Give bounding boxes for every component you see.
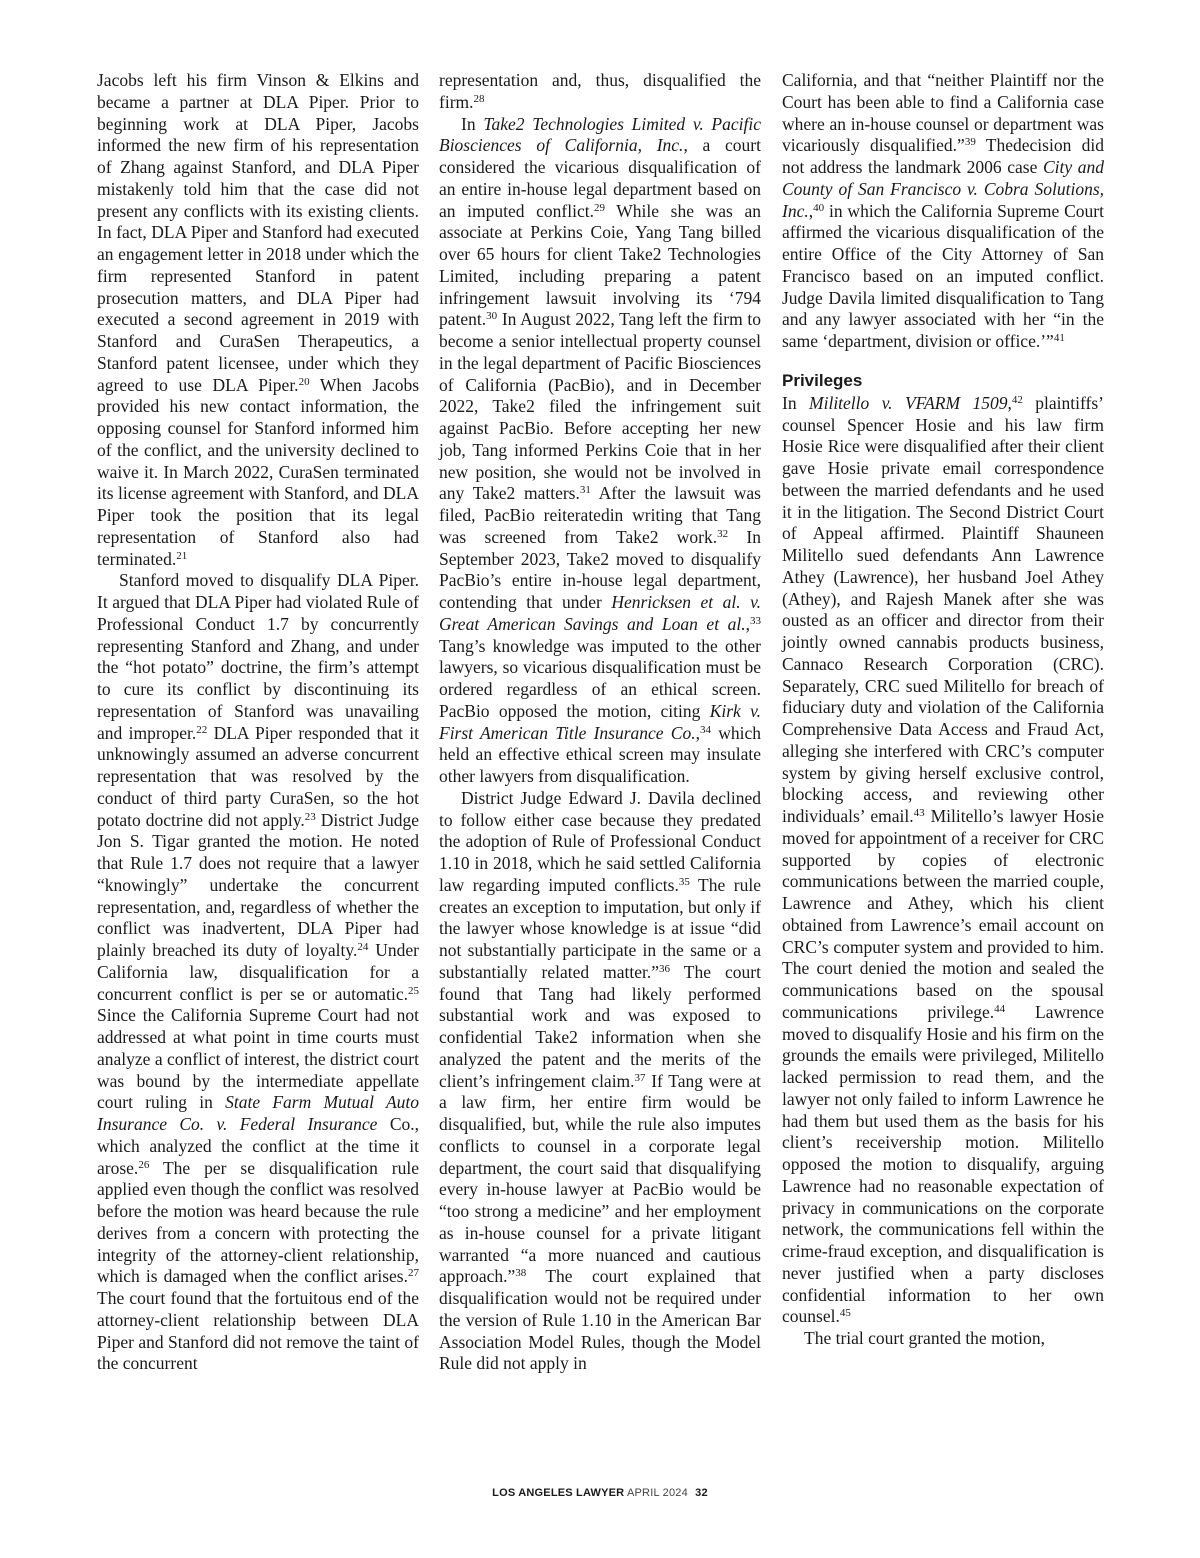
- body-paragraph: Jacobs left his firm Vinson & Elkins and became a partner at DLA Piper. Prior to beginning work at DLA Piper, Jacobs informed the new firm of his representation of Zhang against Stanford, and DLA Piper mistakenly told him that the case did not present any conflicts with its existing clients. In fact, DLA Piper and Stanford had executed an engagement letter in 2018 under which the firm represented Stanford in patent prosecution matters, and DLA Piper had executed a second agreement in 2019 with Stanford and CuraSen Therapeutics, a Stanford patent licensee, under which they agreed to use DLA Piper.$^{20}$ When Jacobs provided his new contact information, the opposing counsel for Stanford informed him of the conflict, and the university declined to waive it. In March 2022, CuraSen terminated its license agreement with Stanford, and DLA Piper took the position that its legal representation of Stanford also had terminated.$^{21}$: [97, 70, 420, 569]
- column-2: [439, 70, 761, 1375]
- page-footer: [0, 1487, 1200, 1499]
- issue-date: APRIL 2024: [626, 1487, 688, 1499]
- body-paragraph: In Take2 Technologies Limited v. Pacific Biosciences of California, Inc., a court considered the vicarious disqualification of an entire in-house legal department based on an imputed conflict.$^{29}$ While she was an associate at Perkins Coie, Yang Tang billed over 65 hours for client Take2 Technologies Limited, including preparing a patent infringement lawsuit involving its ‘794 patent.$^{30}$ In August 2022, Tang left the firm to become a senior intellectual property counsel in the legal department of Pacific Biosciences of California (PacBio), and in December 2022, Take2 filed the infringement suit against PacBio. Before accepting her new job, Tang informed Perkins Coie that in her new position, she would not be involved in any Take2 matters.$^{31}$ After the lawsuit was filed, PacBio reiteratedin writing that Tang was screened from Take2 work.$^{32}$ In September 2023, Take2 moved to disqualify PacBio’s entire in-house legal department, contending that under Henricksen et al. v. Great American Savings and Loan et al.,$^{33}$ Tang’s knowledge was imputed to the other lawyers, so vicarious disqualification must be ordered regardless of an ethical screen. PacBio opposed the motion, citing Kirk v. First American Title Insurance Co.,$^{34}$ which held an effective ethical screen may insulate other lawyers from disqualification.: [439, 113, 762, 786]
- column-3: [782, 70, 1104, 1350]
- column-1: [97, 70, 419, 1375]
- magazine-name: LOS ANGELES LAWYER: [492, 1487, 625, 1499]
- body-paragraph: Stanford moved to disqualify DLA Piper. It argued that DLA Piper had violated Rule of Professional Conduct 1.7 by concurrently representing Stanford and Zhang, and under the “hot potato” doctrine, the firm’s attempt to cure its conflict by discontinuing its representation of Stanford was unavailing and improper.$^{22}$ DLA Piper responded that it unknowingly assumed an adverse concurrent representation that was resolved by the conduct of third party CuraSen, so the hot potato doctrine did not apply.$^{23}$ District Judge Jon S. Tigar granted the motion. He noted that Rule 1.7 does not require that a lawyer “knowingly” undertake the concurrent representation, and, regardless of whether the conflict was inadvertent, DLA Piper had plainly breached its duty of loyalty.$^{24}$ Under California law, disqualification for a concurrent conflict is per se or automatic.$^{25}$ Since the California Supreme Court had not addressed at what point in time courts must analyze a conflict of interest, the district court was bound by the intermediate appellate court ruling in State Farm Mutual Auto Insurance Co. v. Federal Insurance Co., which analyzed the conflict at the time it arose.$^{26}$ The per se disqualification rule applied even though the conflict was resolved before the motion was heard because the rule derives from a concern with protecting the integrity of the attorney-client relationship, which is damaged when the conflict arises.$^{27}$ The court found that the fortuitous end of the attorney-client relationship between DLA Piper and Stanford did not remove the taint of the concurrent: [97, 570, 420, 1374]
- body-paragraph: In Militello v. VFARM 1509,42 plaintiffs’ counsel Spencer Hosie and his law firm Hosie Rice were disqualified after their client gave Hosie private email correspondence between the married defendants and he used it in the litigation. The Second District Court of Appeal affirmed. Plaintiff Shauneen Militello sued defendants Ann Lawrence Athey (Lawrence), her husband Joel Athey (Athey), and Rajesh Manek after she was ousted as an officer and director from their jointly owned cannabis products business, Cannaco Research Corporation (CRC). Separately, CRC sued Militello for breach of fiduciary duty and violation of the California Comprehensive Data Access and Fraud Act, alleging she interfered with CRC’s computer system by giving herself exclusive control, blocking access, and reviewing other individuals’ email.$^{43}$ Militello’s lawyer Hosie moved for appointment of a receiver for CRC supported by copies of electronic communications between the married couple, Lawrence and Athey, which his client obtained from Lawrence’s email account on CRC’s computer system and provided to him. The court denied the motion and sealed the communications based on the spousal communications privilege.$^{44}$ Lawrence moved to disqualify Hosie and his firm on the grounds the emails were privileged, Militello lacked permission to read them, and the lawyer not only failed to inform Lawrence he had them but used them as the basis for his client’s receivership motion. Militello opposed the motion to disqualify, arguing Lawrence had no reasonable expectation of privacy in communications on the corporate network, the communications fell within the crime-fraud exception, and disqualification is never justified when a party discloses confidential information to her own counsel.$^{45}$: [782, 392, 1104, 1327]
- body-paragraph: The trial court granted the motion,: [804, 1328, 1046, 1348]
- section-heading: Privileges: [782, 370, 863, 390]
- body-paragraph: California, and that “neither Plaintiff nor the Court has been able to find a California case where an in-house counsel or department was vicariously disqualified.”$^{39}$ Thedecision did not address the landmark 2006 case City and County of San Francisco v. Cobra Solutions, Inc.,$^{40}$ in which the California Supreme Court affirmed the vicarious disqualification of the entire Office of the City Attorney of San Francisco based on an imputed conflict. Judge Davila limited disqualification to Tang and any lawyer associated with her “in the same ‘department, division or office.’”$^{41}$: [782, 70, 1104, 351]
- body-paragraph: District Judge Edward J. Davila declined to follow either case because they predated the adoption of Rule of Professional Conduct 1.10 in 2018, which he said settled California law regarding imputed conflicts.$^{35}$ The rule creates an exception to imputation, but only if the lawyer whose knowledge is at issue “did not substantially participate in the same or a substantially related matter.”$^{36}$ The court found that Tang had likely performed substantial work and was exposed to confidential Take2 information when she analyzed the patent and the merits of the client’s infringement claim.$^{37}$ If Tang were at a law firm, her entire firm would be disqualified, but, while the rule also imputes conflicts to counsel in a corporate legal department, the court said that disqualifying every in-house lawyer at PacBio would be “too strong a medicine” and her employment as in-house counsel for a private litigant warranted “a more nuanced and cautious approach.”$^{38}$ The court explained that disqualification would not be required under the version of Rule 1.10 in the American Bar Association Model Rules, though the Model Rule did not apply in: [439, 787, 761, 1374]
- body-paragraph: representation and, thus, disqualified the firm.$^{28}$: [439, 70, 761, 112]
- page-number: 32: [695, 1487, 708, 1499]
